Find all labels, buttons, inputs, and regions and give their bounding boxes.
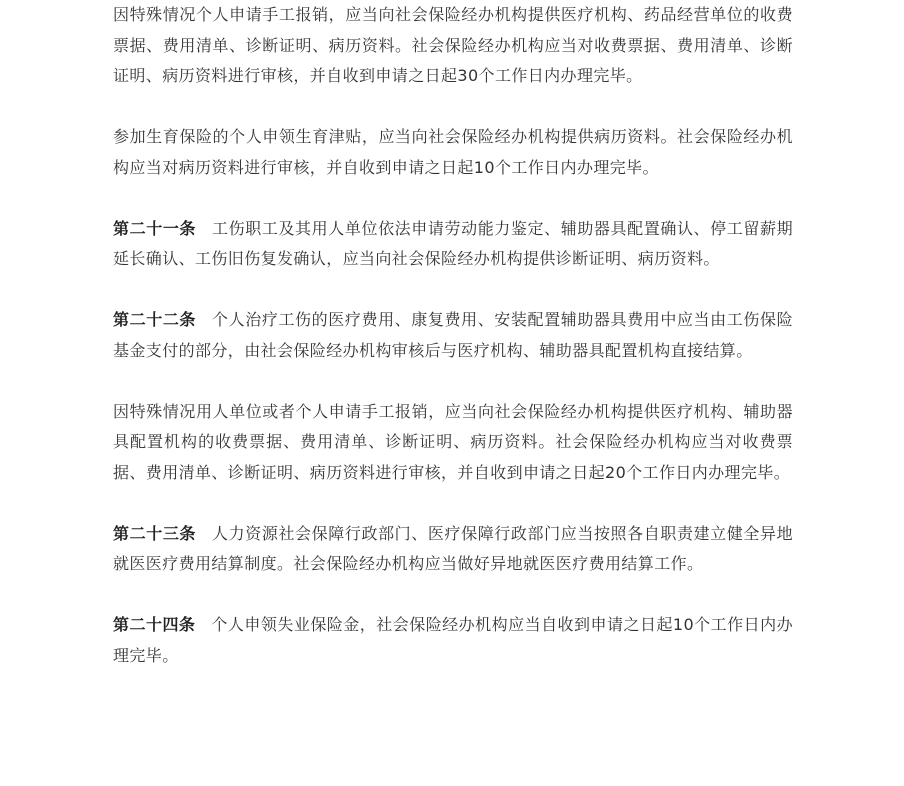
regulation-text: [113, 0, 793, 671]
article-23: [113, 519, 793, 580]
paragraph-manual-reimbursement-employer: [113, 397, 793, 489]
paragraph-spacer: [113, 183, 793, 214]
paragraph-text: 人力资源社会保障行政部门、医疗保障行政部门应当按照各自职责建立健全异地就医医疗费用结算制度。社会保险经办机构应当做好异地就医医疗费用结算工作。: [113, 523, 793, 573]
paragraph-text: 个人治疗工伤的医疗费用、康复费用、安装配置辅助器具费用中应当由工伤保险基金支付的部分，由社会保险经办机构审核后与医疗机构、辅助器具配置机构直接结算。: [113, 310, 793, 360]
article-number: 第二十二条: [113, 310, 197, 329]
paragraph-text: 因特殊情况用人单位或者个人申请手工报销，应当向社会保险经办机构提供医疗机构、辅助器具配置机构的收费票据、费用清单、诊断证明、病历资料。社会保险经办机构应当对收费票据、费用清单、诊断证明、病历资料进行审核，并自收到申请之日起20个工作日内办理完毕。: [113, 401, 793, 482]
paragraph-text: 参加生育保险的个人申领生育津贴，应当向社会保险经办机构提供病历资料。社会保险经办机构应当对病历资料进行审核，并自收到申请之日起10个工作日内办理完毕。: [113, 127, 793, 177]
paragraph-text: 个人申领失业保险金，社会保险经办机构应当自收到申请之日起10个工作日内办理完毕。: [113, 615, 793, 665]
article-21: [113, 214, 793, 275]
article-number: 第二十一条: [113, 218, 197, 238]
article-24: [113, 610, 793, 671]
paragraph-maternity-allowance: [113, 122, 793, 183]
paragraph-spacer: [113, 92, 793, 123]
article-22: [113, 305, 793, 366]
article-number: 第二十四条: [113, 615, 196, 634]
paragraph-spacer: [113, 366, 793, 397]
paragraph-spacer: [113, 580, 793, 611]
paragraph-spacer: [113, 275, 793, 306]
paragraph-manual-reimbursement-individual: [113, 0, 793, 92]
article-number: 第二十三条: [113, 523, 197, 543]
paragraph-text: 工伤职工及其用人单位依法申请劳动能力鉴定、辅助器具配置确认、停工留薪期延长确认、工伤旧伤复发确认，应当向社会保险经办机构提供诊断证明、病历资料。: [113, 218, 793, 268]
paragraph-spacer: [113, 488, 793, 519]
paragraph-text: 因特殊情况个人申请手工报销，应当向社会保险经办机构提供医疗机构、药品经营单位的收费票据、费用清单、诊断证明、病历资料。社会保险经办机构应当对收费票据、费用清单、诊断证明、病历资料进行审核，并自收到申请之日起30个工作日内办理完毕。: [113, 5, 793, 85]
